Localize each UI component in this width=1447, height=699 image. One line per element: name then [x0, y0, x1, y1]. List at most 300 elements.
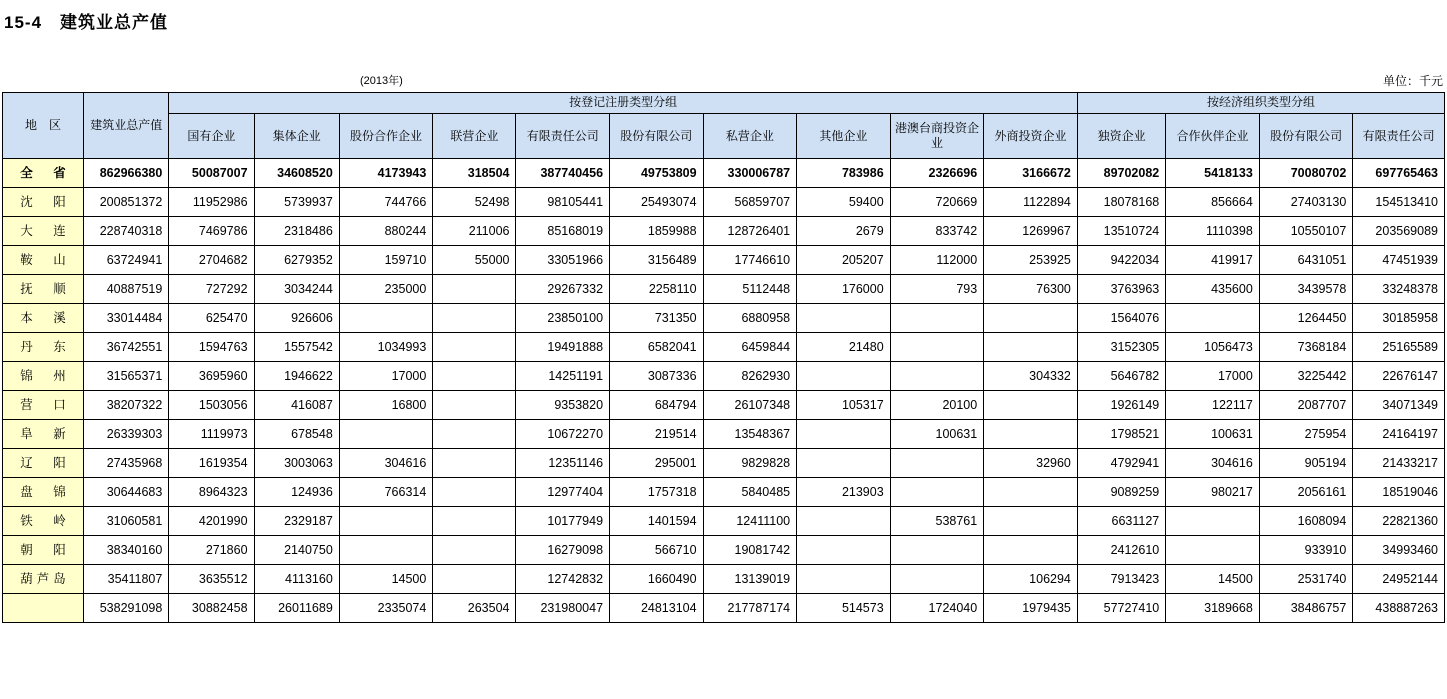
table-cell: 50087007	[169, 159, 254, 188]
table-cell	[984, 420, 1078, 449]
table-cell: 6279352	[254, 246, 339, 275]
table-cell: 783986	[797, 159, 891, 188]
table-cell: 176000	[797, 275, 891, 304]
table-cell	[797, 536, 891, 565]
table-cell: 6431051	[1259, 246, 1353, 275]
table-cell	[433, 304, 516, 333]
table-cell: 1269967	[984, 217, 1078, 246]
table-cell: 5739937	[254, 188, 339, 217]
table-cell: 9422034	[1077, 246, 1165, 275]
row-region-label: 大 连	[3, 217, 84, 246]
table-cell: 21480	[797, 333, 891, 362]
col-header-stock-limited: 股份有限公司	[610, 114, 704, 159]
table-cell: 21433217	[1353, 449, 1445, 478]
table-cell: 76300	[984, 275, 1078, 304]
table-row	[3, 217, 1445, 246]
table-cell: 18078168	[1077, 188, 1165, 217]
col-header-joint-stock-coop: 股份合作企业	[339, 114, 433, 159]
table-row	[3, 333, 1445, 362]
table-cell: 2679	[797, 217, 891, 246]
row-region-label: 盘 锦	[3, 478, 84, 507]
col-header-other: 其他企业	[797, 114, 891, 159]
table-cell: 9089259	[1077, 478, 1165, 507]
table-cell	[433, 449, 516, 478]
table-cell: 9353820	[516, 391, 610, 420]
table-cell: 625470	[169, 304, 254, 333]
table-cell: 3695960	[169, 362, 254, 391]
table-cell: 85168019	[516, 217, 610, 246]
table-cell	[433, 478, 516, 507]
table-cell: 6459844	[703, 333, 797, 362]
table-cell: 19491888	[516, 333, 610, 362]
table-cell: 880244	[339, 217, 433, 246]
table-cell	[890, 478, 984, 507]
table-cell: 304332	[984, 362, 1078, 391]
table-cell: 12411100	[703, 507, 797, 536]
table-cell: 538761	[890, 507, 984, 536]
table-cell: 980217	[1166, 478, 1260, 507]
table-cell: 793	[890, 275, 984, 304]
col-header-sole-proprietor: 独资企业	[1077, 114, 1165, 159]
table-cell: 22676147	[1353, 362, 1445, 391]
table-cell: 13510724	[1077, 217, 1165, 246]
table-cell: 2326696	[890, 159, 984, 188]
table-cell	[1166, 507, 1260, 536]
table-cell	[984, 536, 1078, 565]
table-cell: 34993460	[1353, 536, 1445, 565]
table-cell: 56859707	[703, 188, 797, 217]
table-cell: 59400	[797, 188, 891, 217]
table-cell: 30185958	[1353, 304, 1445, 333]
table-cell: 3003063	[254, 449, 339, 478]
table-cell	[339, 304, 433, 333]
table-cell: 330006787	[703, 159, 797, 188]
table-cell: 14500	[1166, 565, 1260, 594]
table-cell: 6880958	[703, 304, 797, 333]
table-cell: 106294	[984, 565, 1078, 594]
table-cell: 905194	[1259, 449, 1353, 478]
col-header-partnership: 合作伙伴企业	[1166, 114, 1260, 159]
table-row	[3, 246, 1445, 275]
table-cell: 727292	[169, 275, 254, 304]
table-row	[3, 478, 1445, 507]
data-table	[2, 92, 1445, 623]
table-cell: 2412610	[1077, 536, 1165, 565]
table-cell: 5112448	[703, 275, 797, 304]
table-head	[3, 93, 1445, 159]
table-cell: 7368184	[1259, 333, 1353, 362]
table-cell: 435600	[1166, 275, 1260, 304]
table-cell: 2056161	[1259, 478, 1353, 507]
table-cell: 33248378	[1353, 275, 1445, 304]
table-cell: 25493074	[610, 188, 704, 217]
table-cell: 55000	[433, 246, 516, 275]
table-cell: 31565371	[84, 362, 169, 391]
table-cell: 13548367	[703, 420, 797, 449]
table-cell: 16800	[339, 391, 433, 420]
table-cell	[797, 449, 891, 478]
table-cell: 2140750	[254, 536, 339, 565]
table-cell: 213903	[797, 478, 891, 507]
table-cell: 13139019	[703, 565, 797, 594]
table-cell	[433, 507, 516, 536]
table-cell: 1594763	[169, 333, 254, 362]
table-cell: 678548	[254, 420, 339, 449]
table-cell: 731350	[610, 304, 704, 333]
table-row	[3, 594, 1445, 623]
table-cell: 3763963	[1077, 275, 1165, 304]
table-cell: 16279098	[516, 536, 610, 565]
table-cell: 38340160	[84, 536, 169, 565]
table-cell: 3189668	[1166, 594, 1260, 623]
table-cell: 35411807	[84, 565, 169, 594]
table-cell: 3439578	[1259, 275, 1353, 304]
table-cell: 122117	[1166, 391, 1260, 420]
table-cell: 10550107	[1259, 217, 1353, 246]
table-cell	[433, 536, 516, 565]
col-header-total-label: 建筑业总产值	[90, 117, 163, 132]
table-cell	[433, 565, 516, 594]
table-cell: 20100	[890, 391, 984, 420]
table-cell	[797, 304, 891, 333]
table-cell	[890, 333, 984, 362]
table-cell: 124936	[254, 478, 339, 507]
table-cell: 33014484	[84, 304, 169, 333]
table-cell: 566710	[610, 536, 704, 565]
table-cell	[890, 362, 984, 391]
table-group-header-row	[3, 93, 1445, 114]
table-cell: 419917	[1166, 246, 1260, 275]
table-cell: 8262930	[703, 362, 797, 391]
title-number: 15-4	[4, 13, 43, 32]
table-cell: 1264450	[1259, 304, 1353, 333]
table-cell: 217787174	[703, 594, 797, 623]
table-body	[3, 159, 1445, 623]
table-cell: 30882458	[169, 594, 254, 623]
table-cell: 26011689	[254, 594, 339, 623]
year-label: (2013年)	[360, 75, 403, 87]
table-cell: 926606	[254, 304, 339, 333]
row-region-label: 抚 顺	[3, 275, 84, 304]
table-cell: 23850100	[516, 304, 610, 333]
table-row	[3, 391, 1445, 420]
table-cell: 49753809	[610, 159, 704, 188]
table-cell: 1557542	[254, 333, 339, 362]
table-cell: 2329187	[254, 507, 339, 536]
table-cell: 228740318	[84, 217, 169, 246]
table-cell: 933910	[1259, 536, 1353, 565]
table-cell: 17746610	[703, 246, 797, 275]
table-cell: 31060581	[84, 507, 169, 536]
table-cell: 6582041	[610, 333, 704, 362]
table-cell: 833742	[890, 217, 984, 246]
table-cell: 1926149	[1077, 391, 1165, 420]
table-cell	[890, 565, 984, 594]
col-header-collective: 集体企业	[254, 114, 339, 159]
table-cell	[984, 333, 1078, 362]
row-region-label: 朝 阳	[3, 536, 84, 565]
table-cell	[984, 304, 1078, 333]
table-cell: 438887263	[1353, 594, 1445, 623]
table-cell: 1401594	[610, 507, 704, 536]
table-cell: 26107348	[703, 391, 797, 420]
table-cell: 9829828	[703, 449, 797, 478]
table-cell: 100631	[890, 420, 984, 449]
table-cell: 11952986	[169, 188, 254, 217]
table-cell: 2087707	[1259, 391, 1353, 420]
table-cell: 231980047	[516, 594, 610, 623]
table-cell: 1122894	[984, 188, 1078, 217]
row-region-label: 本 溪	[3, 304, 84, 333]
row-region-label: 营 口	[3, 391, 84, 420]
table-cell: 1798521	[1077, 420, 1165, 449]
table-cell: 2318486	[254, 217, 339, 246]
table-cell: 12351146	[516, 449, 610, 478]
col-header-total	[84, 93, 169, 159]
table-cell: 22821360	[1353, 507, 1445, 536]
table-cell: 1110398	[1166, 217, 1260, 246]
table-cell: 2531740	[1259, 565, 1353, 594]
table-row	[3, 188, 1445, 217]
table-cell: 1757318	[610, 478, 704, 507]
table-cell: 416087	[254, 391, 339, 420]
table-row	[3, 449, 1445, 478]
col-header-private: 私营企业	[703, 114, 797, 159]
table-cell	[433, 362, 516, 391]
table-cell	[433, 275, 516, 304]
table-cell: 275954	[1259, 420, 1353, 449]
table-cell	[797, 362, 891, 391]
table-cell: 219514	[610, 420, 704, 449]
table-cell: 12977404	[516, 478, 610, 507]
table-cell: 17000	[339, 362, 433, 391]
table-cell: 2335074	[339, 594, 433, 623]
row-region-label: 鞍 山	[3, 246, 84, 275]
table-cell: 3225442	[1259, 362, 1353, 391]
row-region-label: 沈 阳	[3, 188, 84, 217]
table-cell: 304616	[339, 449, 433, 478]
unit-label: 单位：千元	[1382, 74, 1443, 88]
table-cell: 105317	[797, 391, 891, 420]
table-cell: 19081742	[703, 536, 797, 565]
table-cell: 538291098	[84, 594, 169, 623]
table-cell: 1119973	[169, 420, 254, 449]
col-header-foreign-invested: 外商投资企业	[984, 114, 1078, 159]
table-cell: 3152305	[1077, 333, 1165, 362]
table-cell: 203569089	[1353, 217, 1445, 246]
group-header-registration: 按登记注册类型分组	[169, 93, 1078, 114]
table-cell: 89702082	[1077, 159, 1165, 188]
table-cell: 1503056	[169, 391, 254, 420]
table-cell	[339, 536, 433, 565]
row-region-label	[3, 594, 84, 623]
table-cell: 263504	[433, 594, 516, 623]
row-region-label: 丹 东	[3, 333, 84, 362]
table-cell: 57727410	[1077, 594, 1165, 623]
table-cell	[984, 391, 1078, 420]
subheader	[0, 72, 1447, 88]
table-row	[3, 420, 1445, 449]
table-cell: 1859988	[610, 217, 704, 246]
table-cell: 128726401	[703, 217, 797, 246]
row-region-label: 全 省	[3, 159, 84, 188]
col-header-stock-limited-2: 股份有限公司	[1259, 114, 1353, 159]
table-cell	[890, 536, 984, 565]
table-cell	[433, 333, 516, 362]
col-header-region: 地 区	[3, 93, 84, 159]
table-cell: 744766	[339, 188, 433, 217]
table-cell: 34071349	[1353, 391, 1445, 420]
table-cell	[339, 420, 433, 449]
table-row	[3, 507, 1445, 536]
table-cell: 205207	[797, 246, 891, 275]
group-header-economic: 按经济组织类型分组	[1077, 93, 1444, 114]
table-cell: 5418133	[1166, 159, 1260, 188]
table-cell: 697765463	[1353, 159, 1445, 188]
table-row	[3, 536, 1445, 565]
table-cell	[797, 565, 891, 594]
table-cell: 5646782	[1077, 362, 1165, 391]
table-cell: 1034993	[339, 333, 433, 362]
table-row	[3, 275, 1445, 304]
table-cell: 26339303	[84, 420, 169, 449]
table-cell: 36742551	[84, 333, 169, 362]
table-cell: 7469786	[169, 217, 254, 246]
table-cell	[433, 420, 516, 449]
table-cell: 14500	[339, 565, 433, 594]
table-cell: 1564076	[1077, 304, 1165, 333]
table-cell: 211006	[433, 217, 516, 246]
table-cell: 98105441	[516, 188, 610, 217]
row-region-label: 阜 新	[3, 420, 84, 449]
table-cell: 720669	[890, 188, 984, 217]
table-cell: 33051966	[516, 246, 610, 275]
table-cell: 18519046	[1353, 478, 1445, 507]
table-cell: 40887519	[84, 275, 169, 304]
table-cell: 38486757	[1259, 594, 1353, 623]
row-region-label: 铁 岭	[3, 507, 84, 536]
row-region-label: 葫芦岛	[3, 565, 84, 594]
row-region-label: 锦 州	[3, 362, 84, 391]
table-cell: 235000	[339, 275, 433, 304]
col-header-joint-venture: 联营企业	[433, 114, 516, 159]
col-header-state-owned: 国有企业	[169, 114, 254, 159]
table-cell: 17000	[1166, 362, 1260, 391]
table-cell: 5840485	[703, 478, 797, 507]
table-cell: 200851372	[84, 188, 169, 217]
table-cell	[797, 420, 891, 449]
table-cell: 32960	[984, 449, 1078, 478]
page-title	[4, 8, 168, 33]
table-cell: 4201990	[169, 507, 254, 536]
table-cell: 3156489	[610, 246, 704, 275]
table-cell	[890, 449, 984, 478]
table-row	[3, 362, 1445, 391]
table-row	[3, 304, 1445, 333]
table-cell: 1946622	[254, 362, 339, 391]
table-cell: 38207322	[84, 391, 169, 420]
table-cell: 24164197	[1353, 420, 1445, 449]
table-cell: 154513410	[1353, 188, 1445, 217]
table-cell: 318504	[433, 159, 516, 188]
table-cell: 112000	[890, 246, 984, 275]
table-cell: 304616	[1166, 449, 1260, 478]
table-cell: 1608094	[1259, 507, 1353, 536]
table-row	[3, 565, 1445, 594]
table-cell: 1660490	[610, 565, 704, 594]
table-cell: 70080702	[1259, 159, 1353, 188]
table-cell: 12742832	[516, 565, 610, 594]
table-cell: 10177949	[516, 507, 610, 536]
col-header-limited-liability-2: 有限责任公司	[1353, 114, 1445, 159]
table-cell: 47451939	[1353, 246, 1445, 275]
table-cell: 100631	[1166, 420, 1260, 449]
col-header-limited-liability: 有限责任公司	[516, 114, 610, 159]
table-cell: 29267332	[516, 275, 610, 304]
table-cell: 1619354	[169, 449, 254, 478]
table-cell: 24952144	[1353, 565, 1445, 594]
col-header-hmt-invested: 港澳台商投资企业	[890, 114, 984, 159]
table-cell: 2704682	[169, 246, 254, 275]
table-cell: 7913423	[1077, 565, 1165, 594]
table-cell: 1724040	[890, 594, 984, 623]
table-cell: 3635512	[169, 565, 254, 594]
table-cell: 27403130	[1259, 188, 1353, 217]
table-cell	[797, 507, 891, 536]
table-cell	[984, 507, 1078, 536]
table-cell: 862966380	[84, 159, 169, 188]
table-cell: 253925	[984, 246, 1078, 275]
table-cell: 4173943	[339, 159, 433, 188]
table-cell: 295001	[610, 449, 704, 478]
table-cell: 52498	[433, 188, 516, 217]
table-cell: 1056473	[1166, 333, 1260, 362]
table-cell: 1979435	[984, 594, 1078, 623]
table-cell	[1166, 304, 1260, 333]
title-text: 建筑业总产值	[60, 13, 169, 32]
table-cell: 766314	[339, 478, 433, 507]
table-cell: 3166672	[984, 159, 1078, 188]
table-cell	[433, 391, 516, 420]
table-cell: 2258110	[610, 275, 704, 304]
table-cell: 159710	[339, 246, 433, 275]
table-cell	[1166, 536, 1260, 565]
table-cell: 6631127	[1077, 507, 1165, 536]
table-cell: 8964323	[169, 478, 254, 507]
table-cell: 10672270	[516, 420, 610, 449]
table-cell: 387740456	[516, 159, 610, 188]
table-cell: 30644683	[84, 478, 169, 507]
table-cell: 4792941	[1077, 449, 1165, 478]
table-cell: 14251191	[516, 362, 610, 391]
table-cell: 63724941	[84, 246, 169, 275]
table-cell: 34608520	[254, 159, 339, 188]
table-cell	[890, 304, 984, 333]
table-cell: 3087336	[610, 362, 704, 391]
table-column-header-row	[3, 114, 1445, 159]
table-cell: 856664	[1166, 188, 1260, 217]
table-cell: 24813104	[610, 594, 704, 623]
table-cell	[984, 478, 1078, 507]
table-cell: 684794	[610, 391, 704, 420]
table-row	[3, 159, 1445, 188]
table-cell	[339, 507, 433, 536]
table-cell: 25165589	[1353, 333, 1445, 362]
table-cell: 514573	[797, 594, 891, 623]
table-cell: 3034244	[254, 275, 339, 304]
row-region-label: 辽 阳	[3, 449, 84, 478]
table-cell: 4113160	[254, 565, 339, 594]
